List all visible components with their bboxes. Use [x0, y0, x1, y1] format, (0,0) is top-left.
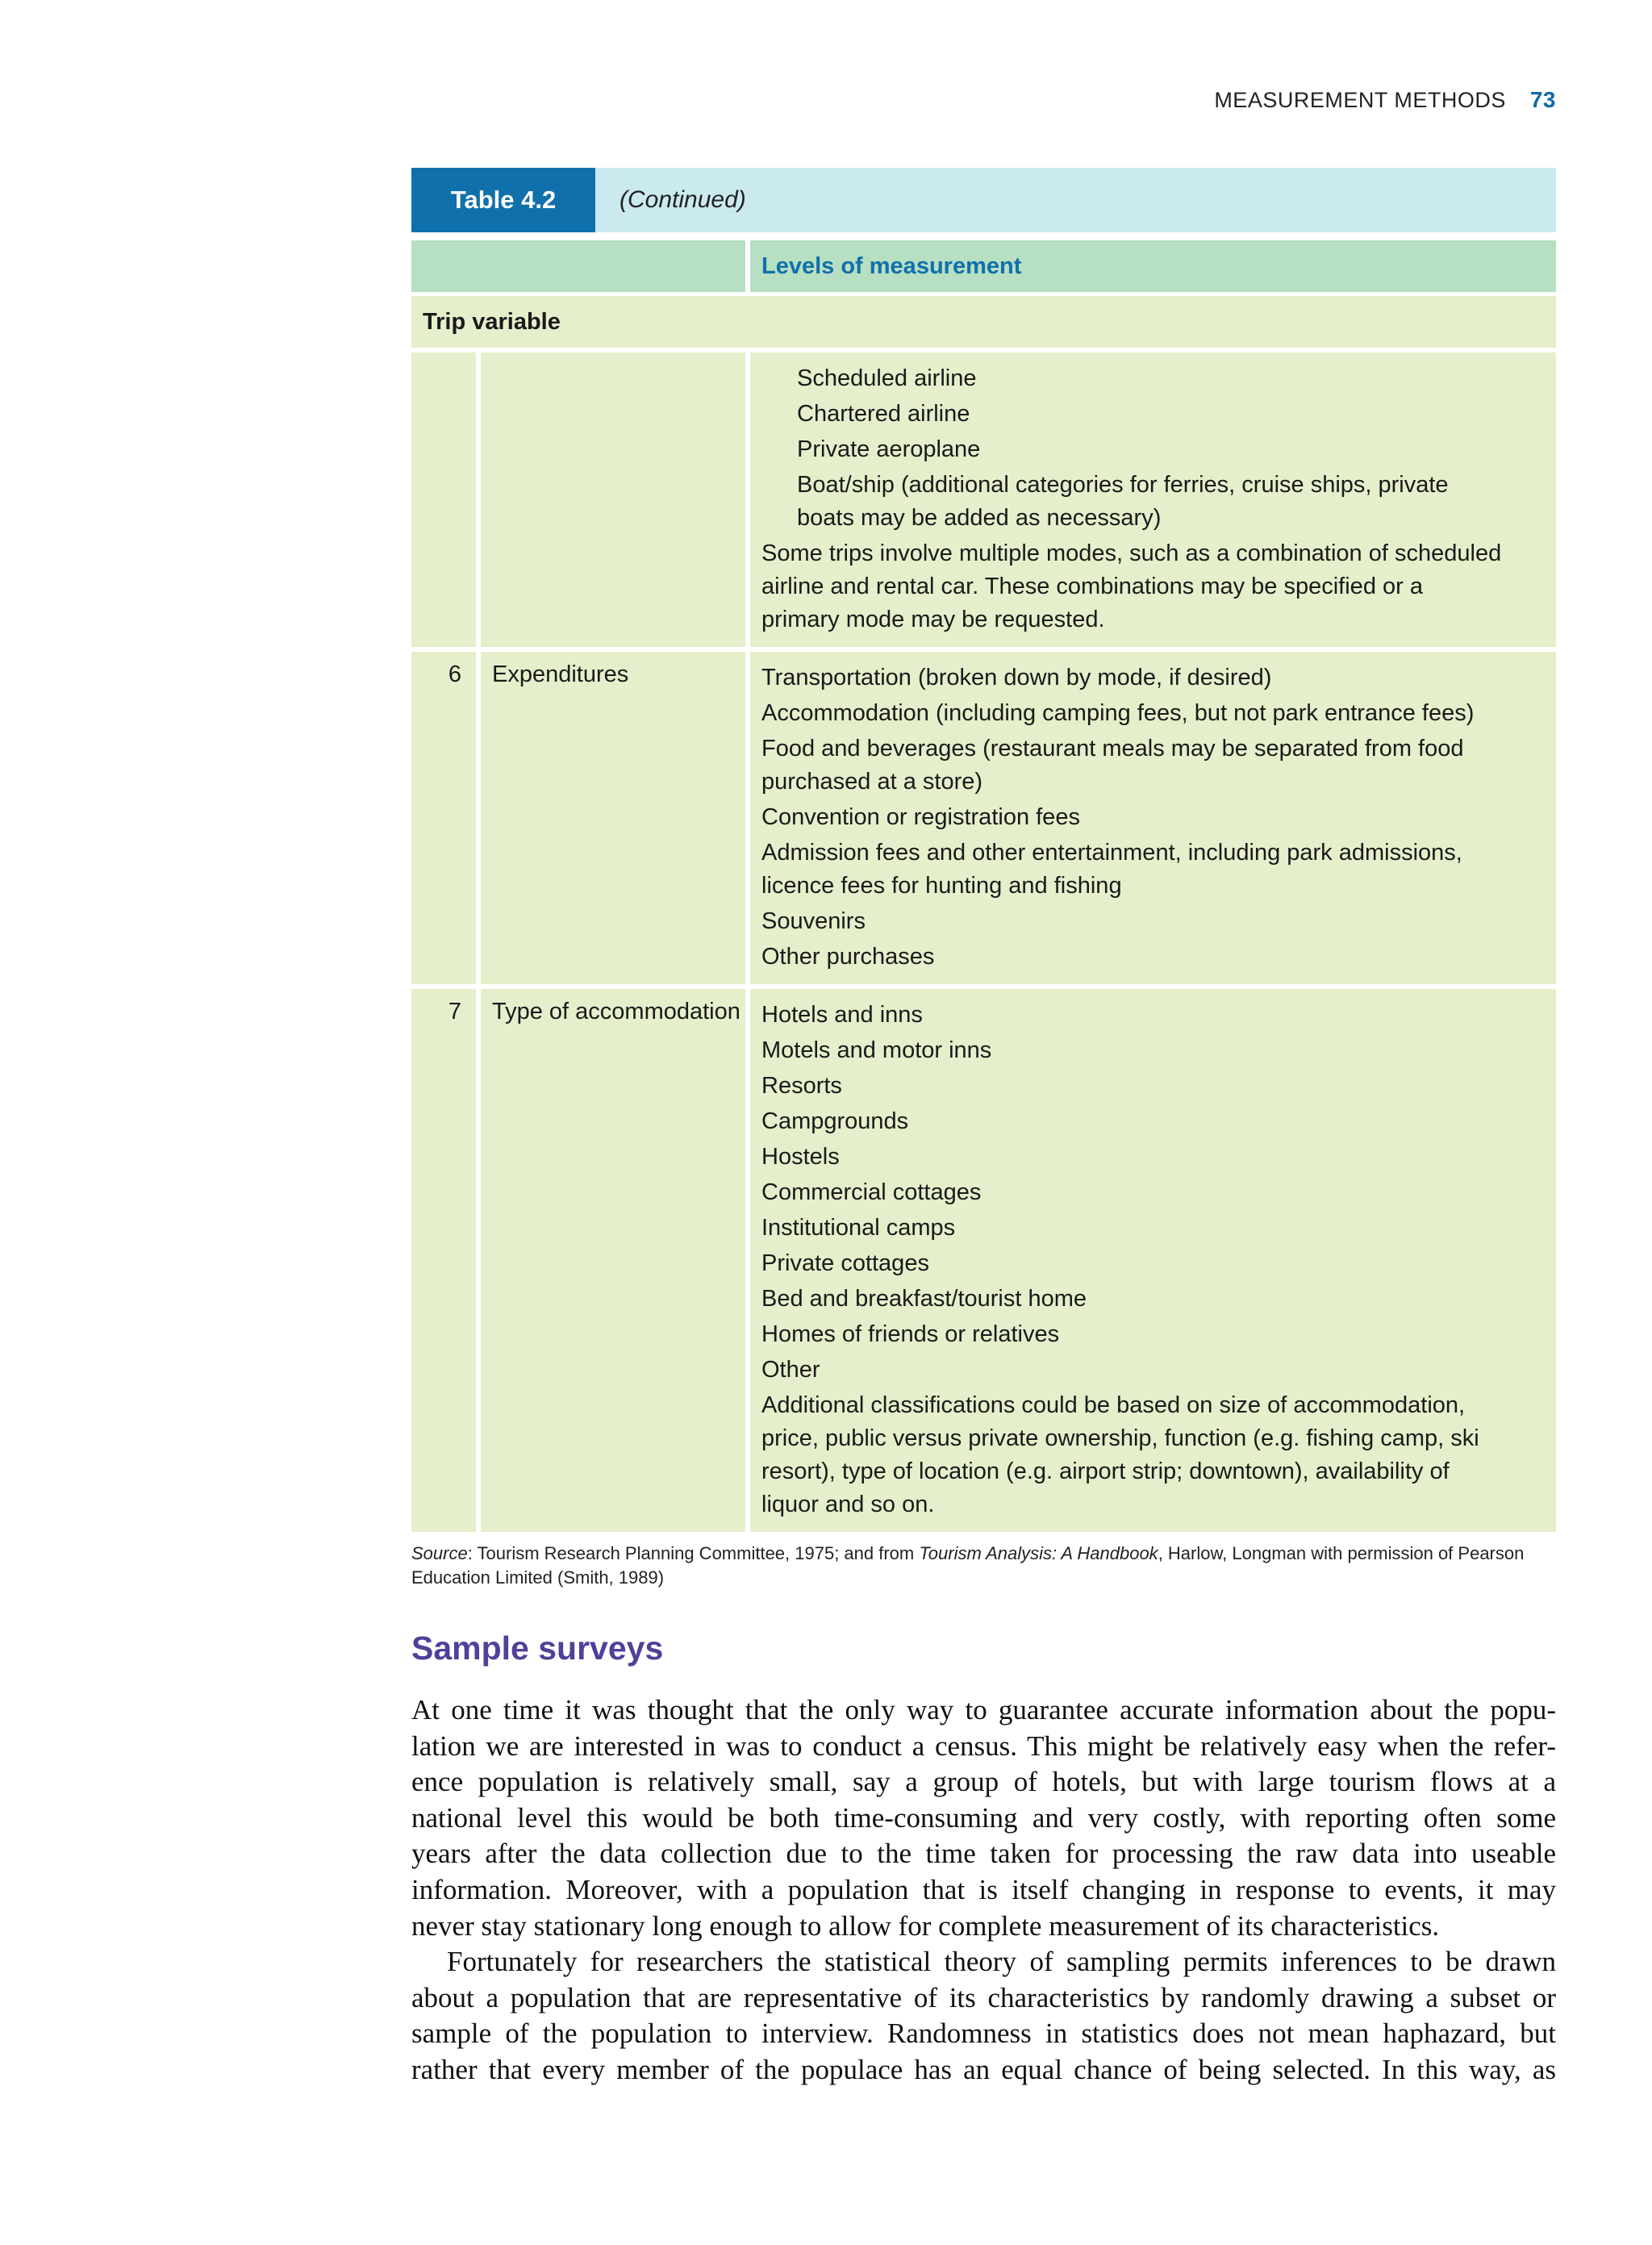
level-line: Private cottages	[761, 1250, 929, 1276]
row-variable	[481, 353, 745, 647]
level-item	[761, 469, 1545, 535]
level-line: Motels and motor inns	[761, 1037, 992, 1063]
table-continued-note	[595, 168, 746, 232]
level-line: resort), type of location (e.g. airport strip; downtown), availability of	[761, 1458, 1450, 1484]
level-item	[761, 398, 1545, 431]
level-line: Private aeroplane	[797, 436, 981, 462]
level-line: liquor and so on.	[761, 1492, 935, 1517]
paragraph-line: At one time it was thought that the only way to guarantee accurate information about the popu-	[411, 1694, 1556, 1725]
level-item	[761, 697, 1545, 730]
level-item	[761, 1283, 1545, 1316]
paragraph-line: Fortunately for researchers the statistical theory of sampling permits inferences to be drawn	[447, 1946, 1556, 1978]
level-item	[761, 1105, 1545, 1138]
row-levels	[750, 652, 1556, 984]
table-source-note	[411, 1542, 1556, 1590]
level-line: licence fees for hunting and fishing	[761, 873, 1122, 899]
paragraph-line: never stay stationary long enough to allow for complete measurement of its characteristics.	[411, 1909, 1440, 1942]
level-line: Scheduled airline	[797, 365, 977, 391]
level-line: Transportation (broken down by mode, if desired)	[761, 665, 1272, 691]
level-item	[761, 1176, 1545, 1209]
level-item	[761, 1354, 1545, 1387]
table-header-empty-cell	[411, 240, 745, 292]
table-continued-text: (Continued)	[620, 186, 746, 213]
level-item	[761, 1070, 1545, 1103]
level-item	[761, 999, 1545, 1032]
table-row	[411, 989, 1556, 1532]
source-text-b: , Harlow, Longman with permission of Pearson	[1158, 1543, 1525, 1563]
body-text	[411, 1692, 1556, 2089]
paragraph-line: lation we are interested in was to conduct a census. This might be relatively easy when the refer-	[411, 1730, 1556, 1762]
level-line: Commercial cottages	[761, 1179, 982, 1205]
table-label: Table 4.2	[411, 168, 595, 232]
level-item	[761, 1141, 1545, 1174]
level-line: price, public versus private ownership, function (e.g. fishing camp, ski	[761, 1425, 1479, 1451]
level-item	[761, 1247, 1545, 1280]
row-levels	[750, 989, 1556, 1532]
paragraph-line: ence population is relatively small, say a group of hotels, but with large tourism flows at a	[411, 1766, 1556, 1798]
row-number: 6	[411, 652, 476, 984]
level-line: Hostels	[761, 1144, 840, 1170]
paragraph	[411, 1944, 1556, 2088]
level-line: Souvenirs	[761, 908, 866, 934]
page-number: 73	[1529, 87, 1556, 112]
running-head	[1214, 87, 1556, 113]
level-item	[761, 433, 1545, 466]
level-item	[761, 537, 1545, 636]
level-line: purchased at a store)	[761, 769, 983, 795]
running-head-title: MEASUREMENT METHODS	[1214, 88, 1506, 112]
level-line: Additional classifications could be based on size of accommodation,	[761, 1392, 1466, 1418]
row-variable: Expenditures	[481, 652, 745, 984]
level-line: Institutional camps	[761, 1215, 956, 1241]
table-body	[411, 353, 1556, 1532]
source-label: Source	[411, 1543, 468, 1563]
level-item	[761, 837, 1545, 903]
level-item	[761, 905, 1545, 938]
column-header-levels: Levels of measurement	[750, 240, 1556, 292]
level-line: boats may be added as necessary)	[797, 505, 1162, 531]
level-line: Accommodation (including camping fees, but not park entrance fees)	[761, 700, 1475, 726]
level-line: Campgrounds	[761, 1108, 909, 1134]
level-line: Other purchases	[761, 944, 935, 970]
level-line: Other	[761, 1357, 820, 1383]
level-line: Boat/ship (additional categories for ferries, cruise ships, private	[797, 472, 1449, 498]
row-levels	[750, 353, 1556, 647]
paragraph	[411, 1692, 1556, 1944]
level-line: primary mode may be requested.	[761, 607, 1105, 632]
row-variable: Type of accommodation	[481, 989, 745, 1532]
table-header-row	[411, 240, 1556, 292]
level-item	[761, 732, 1545, 799]
level-line: Food and beverages (restaurant meals may be separated from food	[761, 736, 1464, 762]
table-row	[411, 353, 1556, 647]
table-row	[411, 652, 1556, 984]
level-item	[761, 941, 1545, 974]
paragraph-line: about a population that are representative of its characteristics by randomly drawing a subset or	[411, 1981, 1556, 2013]
table-4-2	[411, 168, 1556, 1532]
level-item	[761, 362, 1545, 395]
level-item	[761, 1318, 1545, 1351]
level-item	[761, 661, 1545, 695]
paragraph-line: rather that every member of the populace has an equal chance of being selected. In this way, as	[411, 2053, 1556, 2085]
level-line: airline and rental car. These combinations may be specified or a	[761, 574, 1423, 599]
source-book-title: Tourism Analysis: A Handbook	[919, 1543, 1158, 1563]
level-item	[761, 1034, 1545, 1067]
level-line: Resorts	[761, 1073, 842, 1099]
paragraph-line: information. Moreover, with a population that is itself changing in response to events, it may	[411, 1873, 1556, 1905]
row-header-trip-variable: Trip variable	[411, 296, 1556, 348]
row-number: 7	[411, 989, 476, 1532]
level-line: Some trips involve multiple modes, such as a combination of scheduled	[761, 540, 1502, 566]
level-item	[761, 801, 1545, 834]
row-number	[411, 353, 476, 647]
level-line: Convention or registration fees	[761, 804, 1080, 830]
level-line: Admission fees and other entertainment, including park admissions,	[761, 840, 1462, 866]
level-item	[761, 1212, 1545, 1245]
paragraph-line: sample of the population to interview. Randomness in statistics does not mean haphazard, but	[411, 2018, 1556, 2050]
source-text-a: : Tourism Research Planning Committee, 1975; and from	[467, 1543, 920, 1563]
level-line: Homes of friends or relatives	[761, 1321, 1060, 1347]
level-line: Hotels and inns	[761, 1002, 923, 1028]
level-line: Chartered airline	[797, 401, 970, 427]
paragraph-line: national level this would be both time-consuming and very costly, with reporting often some	[411, 1801, 1556, 1834]
table-caption-bar	[411, 168, 1556, 232]
level-line: Bed and breakfast/tourist home	[761, 1286, 1087, 1312]
level-item	[761, 1389, 1545, 1521]
source-text-c: Education Limited (Smith, 1989)	[411, 1567, 665, 1588]
section-heading: Sample surveys	[411, 1630, 664, 1667]
paragraph-line: years after the data collection due to the time taken for processing the raw data into useable	[411, 1838, 1556, 1870]
